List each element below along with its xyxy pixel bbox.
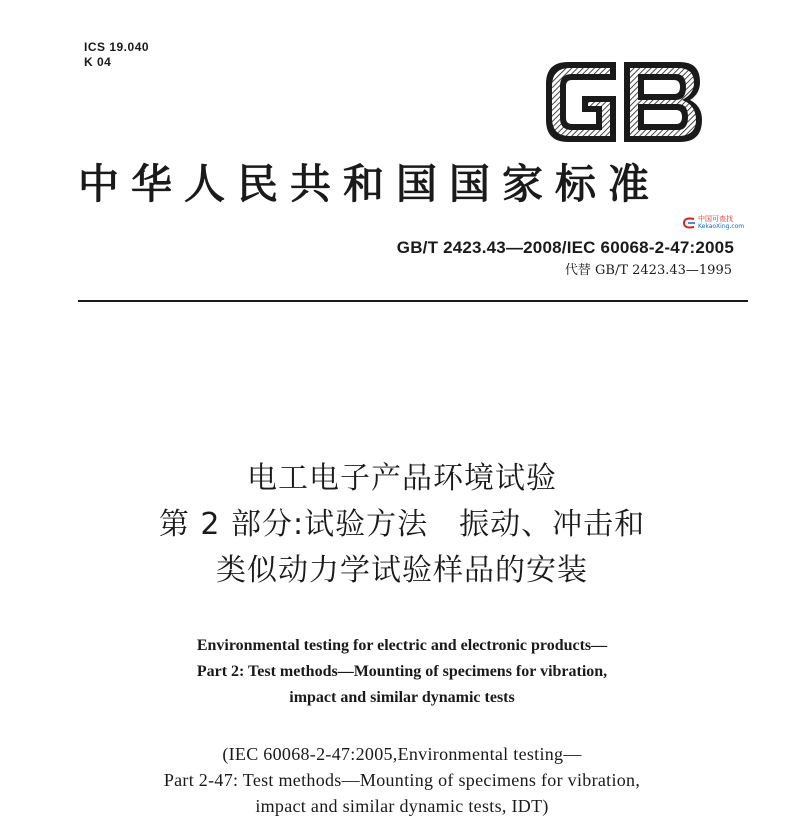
watermark	[682, 214, 752, 232]
iec-title-line-2: Part 2-47: Test methods—Mounting of specimens for vibration,	[163, 770, 641, 790]
english-title	[0, 633, 804, 711]
chinese-title-line-3: 类似动力学试验样品的安装	[216, 553, 588, 588]
ics-code: ICS 19.040	[84, 40, 150, 54]
english-title-line-1: Environmental testing for electric and electronic products—	[196, 637, 608, 654]
watermark-icon	[682, 216, 696, 230]
standard-number: GB/T 2423.43—2008/IEC 60068-2-47:2005	[396, 238, 734, 257]
iec-title-line-3: impact and similar dynamic tests, IDT)	[255, 796, 549, 816]
iec-title-line-1: (IEC 60068-2-47:2005,Environmental testing—	[222, 744, 582, 764]
english-title-line-2: Part 2: Test methods—Mounting of specimens for vibration,	[196, 663, 608, 680]
english-title-line-3: impact and similar dynamic tests	[289, 689, 515, 706]
gb-logo-text: GB	[540, 54, 542, 55]
ccs-code: K 04	[84, 55, 112, 69]
chinese-title-line-1: 电工电子产品环境试验	[247, 461, 557, 496]
chinese-title-line-2: 第 2 部分:试验方法 振动、冲击和	[158, 507, 646, 542]
watermark-url: KekaoXing.com	[698, 223, 745, 230]
replaces-standard: 代替 GB/T 2423.43—1995	[564, 263, 732, 278]
chinese-title	[0, 456, 804, 594]
national-standard-title: 中华人民共和国国家标准	[78, 160, 661, 208]
iec-equivalent-title	[0, 741, 804, 819]
classification-codes	[84, 40, 149, 70]
watermark-cn: 中国可查找	[698, 215, 733, 223]
header-divider	[78, 300, 748, 302]
gb-logo	[540, 54, 706, 150]
